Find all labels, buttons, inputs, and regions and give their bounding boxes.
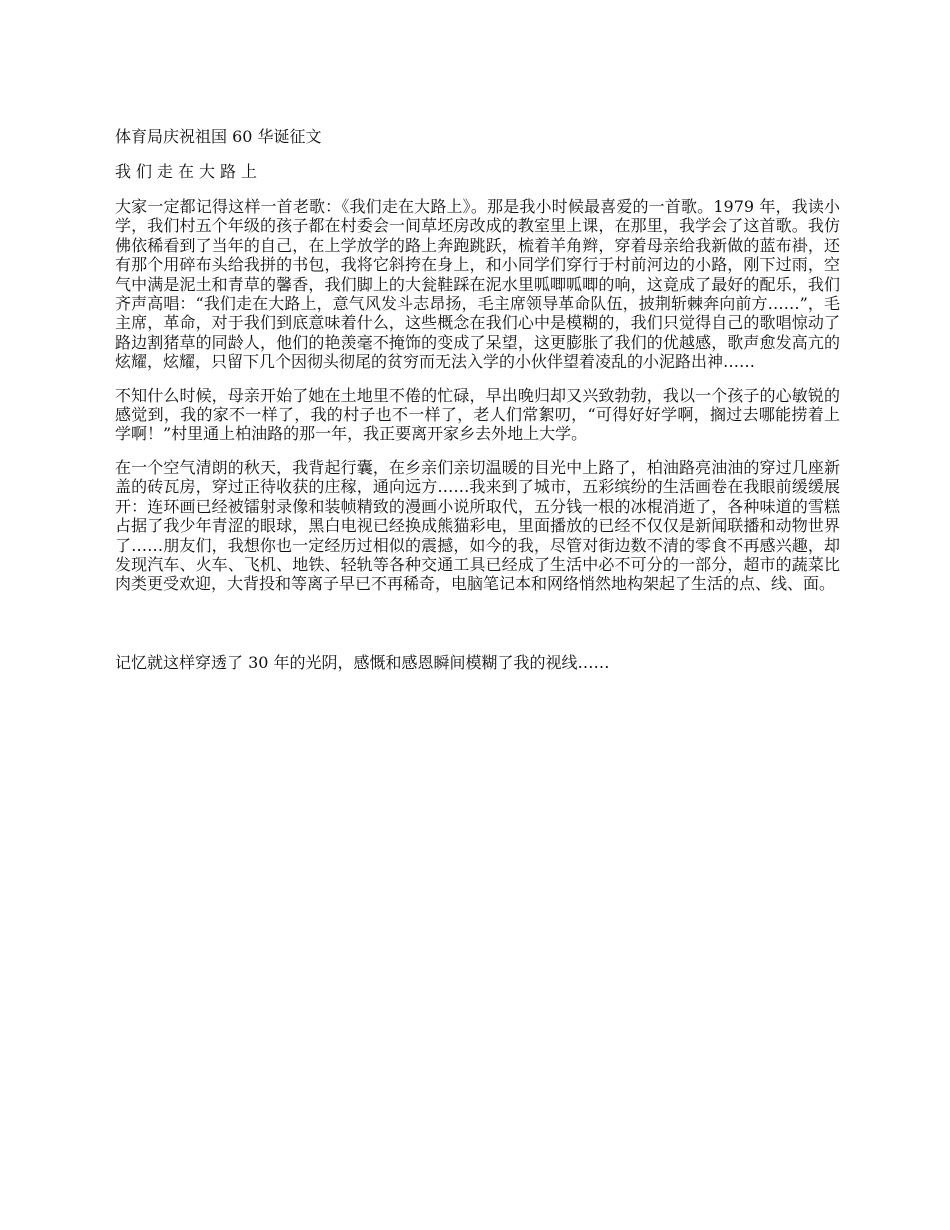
closing-line: 记忆就这样穿透了 30 年的光阴，感慨和感恩瞬间模糊了我的视线…… — [115, 652, 610, 672]
document-heading: 体育局庆祝祖国 60 华诞征文 — [115, 127, 322, 146]
paragraph-2: 不知什么时候，母亲开始了她在土地里不倦的忙碌，早出晚归却又兴致勃勃，我以一个孩子的心敏锐的感觉到，我的家不一样了，我的村子也不一样了，老人们常絮叨，“可得好好学啊，搁过去哪能捞着上学啊！”村里通上柏油路的那一年，我正要离开家乡去外地上大学。 — [115, 385, 840, 444]
essay-title: 我们走在大路上 — [115, 162, 263, 181]
paragraph-1: 大家一定都记得这样一首老歌：《我们走在大路上》。那是我小时候最喜爱的一首歌。1979 年，我读小学，我们村五个年级的孩子都在村委会一间草坯房改成的教室里上课，在那里，我学会了这首歌。我仿佛依稀看到了当年的自己，在上学放学的路上奔跑跳跃，梳着羊角辫，穿着母亲给我新做的蓝布褂，还有那个用碎布头给我拼的书包，我将它斜挎在身上，和小同学们穿行于村前河边的小路，刚下过雨，空气中满是泥土和青草的馨香，我们脚上的大瓮鞋踩在泥水里呱唧呱唧的响，这竟成了最好的配乐，我们齐声高唱：“我们走在大路上，意气风发斗志昂扬，毛主席领导革命队伍，披荆斩棘奔向前方……”，毛主席，革命，对于我们到底意味着什么，这些概念在我们心中是模糊的，我们只觉得自己的歌唱惊动了路边割猪草的同龄人，他们的艳羡毫不掩饰的变成了呆望，这更膨胀了我们的优越感，歌声愈发高亢的炫耀，炫耀，只留下几个因彻头彻尾的贫穷而无法入学的小伙伴望着凌乱的小泥路出神…… — [115, 197, 840, 372]
paragraph-3: 在一个空气清朗的秋天，我背起行囊，在乡亲们亲切温暖的目光中上路了，柏油路亮油油的穿过几座新盖的砖瓦房，穿过正待收获的庄稼，通向远方……我来到了城市，五彩缤纷的生活画卷在我眼前缓缓展开：连环画已经被镭射录像和装帧精致的漫画小说所取代，五分钱一根的冰棍消逝了，各种味道的雪糕占据了我少年青涩的眼球，黑白电视已经换成熊猫彩电，里面播放的已经不仅仅是新闻联播和动物世界了……朋友们，我想你也一定经历过相似的震撼，如今的我，尽管对街边数不清的零食不再感兴趣，却发现汽车、火车、飞机、地铁、轻轨等各种交通工具已经成了生活中必不可分的一部分，超市的蔬菜比肉类更受欢迎，大背投和等离子早已不再稀奇，电脑笔记本和网络悄然地构架起了生活的点、线、面。 — [115, 457, 840, 594]
document-page — [115, 126, 840, 674]
